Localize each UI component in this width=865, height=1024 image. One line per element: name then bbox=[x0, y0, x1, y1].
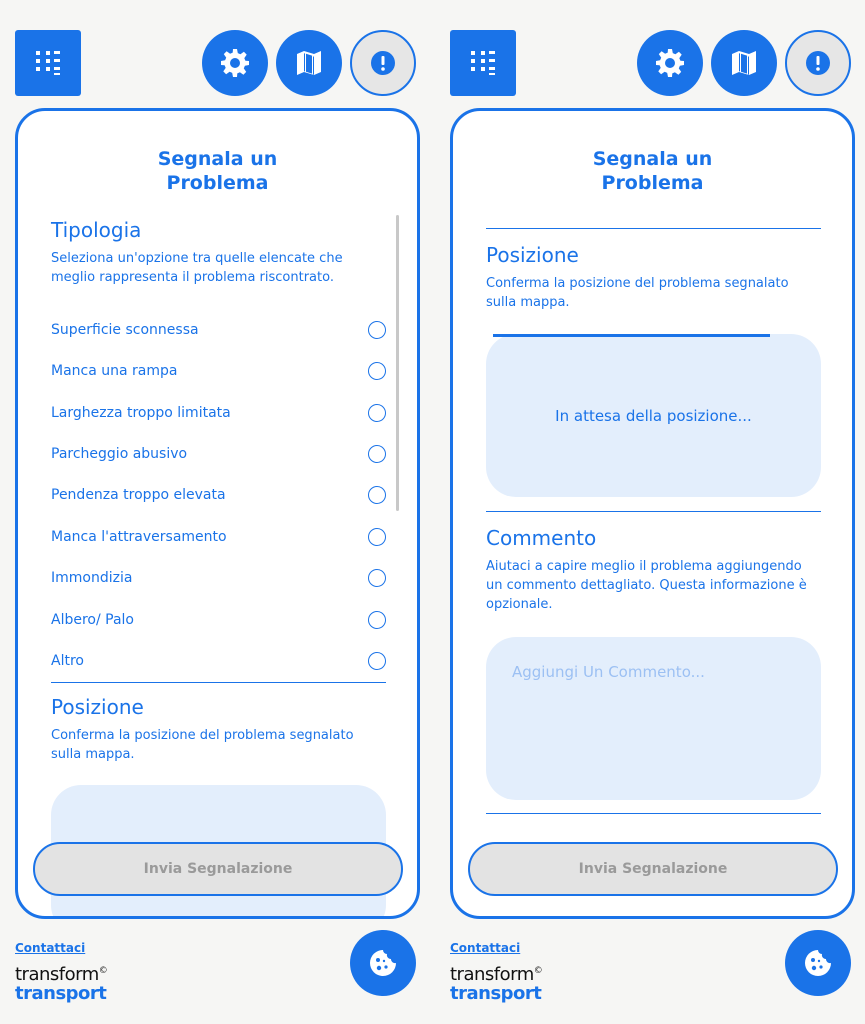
settings-button[interactable] bbox=[637, 30, 703, 96]
submit-button[interactable]: Invia Segnalazione bbox=[468, 842, 838, 896]
map-waiting-text: In attesa della posizione... bbox=[555, 406, 752, 425]
brand-logo: transform© transport bbox=[450, 964, 543, 1004]
option-item[interactable]: Parcheggio abusivo bbox=[51, 440, 386, 468]
option-item[interactable]: Pendenza troppo elevata bbox=[51, 481, 386, 509]
tipologia-description: Seleziona un'opzione tra quelle elencate che meglio rappresenta il problema riscontrato. bbox=[51, 251, 343, 285]
map-icon bbox=[294, 48, 324, 78]
radio-button[interactable] bbox=[368, 404, 386, 422]
screen-left bbox=[0, 0, 432, 1024]
option-item[interactable]: Altro bbox=[51, 647, 386, 675]
contact-link[interactable]: Contattaci bbox=[450, 941, 521, 955]
contact-link[interactable]: Contattaci bbox=[15, 941, 86, 955]
gear-icon bbox=[654, 47, 686, 79]
cookie-button[interactable] bbox=[350, 930, 416, 996]
radio-button[interactable] bbox=[368, 569, 386, 587]
option-item[interactable]: Manca una rampa bbox=[51, 357, 386, 385]
map-icon bbox=[729, 48, 759, 78]
posizione-title: Posizione bbox=[51, 695, 144, 719]
menu-button[interactable] bbox=[15, 30, 81, 96]
option-item[interactable]: Immondizia bbox=[51, 564, 386, 592]
posizione-description: Conferma la posizione del problema segnalato sulla mappa. bbox=[486, 276, 789, 310]
radio-button[interactable] bbox=[368, 486, 386, 504]
radio-button[interactable] bbox=[368, 321, 386, 339]
menu-button[interactable] bbox=[450, 30, 516, 96]
brand-logo: transform© transport bbox=[15, 964, 108, 1004]
comment-placeholder: Aggiungi Un Commento... bbox=[512, 663, 705, 681]
map-button[interactable] bbox=[711, 30, 777, 96]
divider bbox=[51, 682, 386, 683]
exclamation-icon bbox=[805, 50, 831, 76]
card-title: Segnala un Problema bbox=[157, 148, 278, 194]
report-button[interactable] bbox=[785, 30, 851, 96]
form-scroll-area[interactable] bbox=[18, 211, 417, 919]
option-item[interactable]: Superficie sconnessa bbox=[51, 316, 386, 344]
radio-button[interactable] bbox=[368, 652, 386, 670]
form-scroll-area[interactable] bbox=[453, 211, 852, 919]
map-placeholder[interactable] bbox=[486, 334, 821, 497]
screen-right bbox=[435, 0, 865, 1024]
radio-button[interactable] bbox=[368, 445, 386, 463]
submit-button[interactable]: Invia Segnalazione bbox=[33, 842, 403, 896]
divider bbox=[486, 511, 821, 512]
grid-menu-icon bbox=[468, 48, 498, 78]
divider bbox=[486, 228, 821, 229]
tipologia-title: Tipologia bbox=[51, 218, 142, 242]
option-item[interactable]: Larghezza troppo limitata bbox=[51, 399, 386, 427]
cookie-icon bbox=[802, 947, 834, 979]
commento-title: Commento bbox=[486, 526, 597, 550]
cookie-icon bbox=[367, 947, 399, 979]
comment-input[interactable] bbox=[486, 637, 821, 800]
report-card bbox=[450, 108, 855, 919]
option-item[interactable]: Manca l'attraversamento bbox=[51, 523, 386, 551]
option-item[interactable]: Albero/ Palo bbox=[51, 606, 386, 634]
report-button[interactable] bbox=[350, 30, 416, 96]
radio-button[interactable] bbox=[368, 611, 386, 629]
card-title: Segnala un Problema bbox=[592, 148, 713, 194]
grid-menu-icon bbox=[33, 48, 63, 78]
cookie-button[interactable] bbox=[785, 930, 851, 996]
divider bbox=[486, 813, 821, 814]
commento-description: Aiutaci a capire meglio il problema aggiungendo un commento dettagliato. Questa informazione è opzionale. bbox=[486, 559, 807, 612]
settings-button[interactable] bbox=[202, 30, 268, 96]
posizione-description: Conferma la posizione del problema segnalato sulla mappa. bbox=[51, 728, 354, 762]
loading-bar bbox=[493, 334, 770, 337]
exclamation-icon bbox=[370, 50, 396, 76]
radio-button[interactable] bbox=[368, 362, 386, 380]
radio-button[interactable] bbox=[368, 528, 386, 546]
report-card bbox=[15, 108, 420, 919]
gear-icon bbox=[219, 47, 251, 79]
posizione-title: Posizione bbox=[486, 243, 579, 267]
map-button[interactable] bbox=[276, 30, 342, 96]
